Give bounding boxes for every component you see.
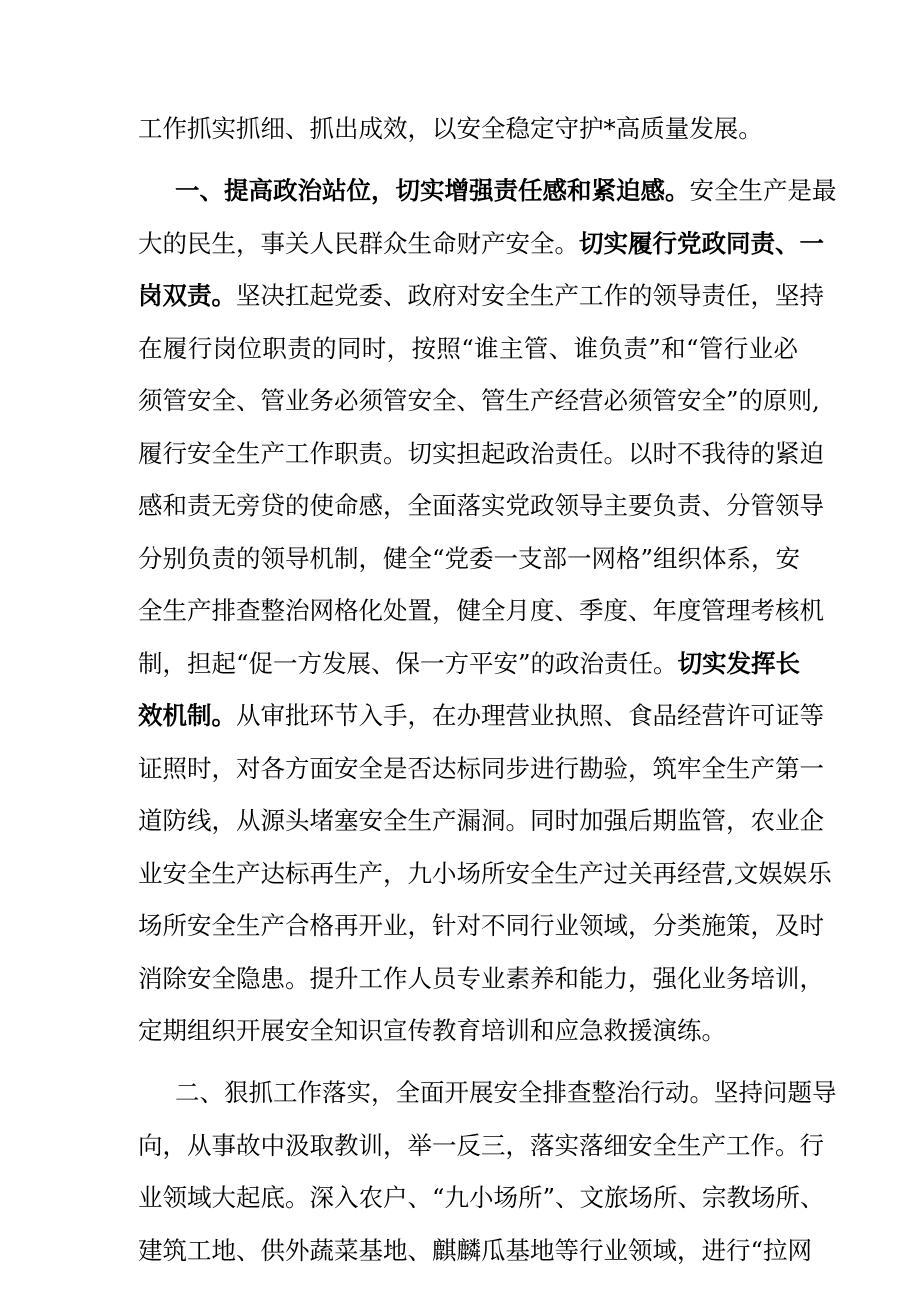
paragraph-line-22 (138, 1231, 813, 1271)
subheading-text: 岗双责。 (138, 281, 236, 310)
paragraph-line-3 (138, 224, 824, 264)
paragraph-line-12 (138, 696, 824, 736)
line-text: 分别负责的领导机制，健全“党委一支部一网格”组织体系，安 (138, 544, 801, 573)
paragraph-line-9 (138, 539, 801, 579)
line-text: 建筑工地、供外蔬菜基地、麒麟瓜基地等行业领域，进行“拉网 (138, 1236, 813, 1265)
line-text: 感和责无旁贷的使命感，全面落实党政领导主要负责、分管领导 (138, 491, 824, 520)
line-text: 向，从事故中汲取教训，举一反三，落实落细安全生产工作。行 (138, 1131, 824, 1160)
paragraph-line-13 (138, 749, 824, 789)
line-text: 定期组织开展安全知识宣传教育培训和应急救援演练。 (138, 1016, 726, 1045)
line-text: 业领域大起底。深入农户、“九小场所”、文旅场所、宗教场所、 (138, 1183, 825, 1212)
line-text: 二、狠抓工作落实，全面开展安全排查整治行动。坚持问题导 (175, 1078, 837, 1107)
paragraph-line-18 (138, 1011, 798, 1051)
paragraph-line-20 (138, 1126, 824, 1166)
paragraph-line-1 (138, 109, 798, 149)
line-text: 消除安全隐患。提升工作人员专业素养和能力，强化业务培训， (138, 964, 824, 993)
paragraph-line-14 (138, 801, 824, 841)
heading-text: 一、提高政治站位，切实增强责任感和紧迫感。 (175, 176, 690, 205)
paragraph-line-10 (138, 591, 824, 631)
subheading-text: 效机制。 (138, 701, 236, 730)
line-text: 制，担起“促一方发展、保一方平安”的政治责任。 (138, 649, 678, 678)
line-text: 工作抓实抓细、抓出成效，以安全稳定守护*高质量发展。 (138, 114, 763, 143)
line-text: 业安全生产达标再生产，九小场所安全生产过关再经营,文娱娱乐 (138, 859, 832, 888)
line-text: 须管安全、管业务必须管安全、管生产经营必须管安全”的原则, (138, 386, 820, 415)
subheading-text: 切实履行党政同责、一 (579, 229, 824, 258)
paragraph-line-16 (138, 906, 824, 946)
line-text: 履行安全生产工作职责。切实担起政治责任。以时不我待的紧迫 (138, 439, 824, 468)
paragraph-line-5 (138, 329, 798, 369)
line-text: 大的民生，事关人民群众生命财产安全。 (138, 229, 579, 258)
paragraph-line-11 (138, 644, 801, 684)
line-text: 道防线，从源头堵塞安全生产漏洞。同时加强后期监管，农业企 (138, 806, 824, 835)
line-text: 全生产排查整治网格化处置，健全月度、季度、年度管理考核机 (138, 596, 824, 625)
paragraph-line-6 (138, 381, 820, 421)
line-text: 场所安全生产合格再开业，针对不同行业领域，分类施策，及时 (138, 911, 824, 940)
paragraph-line-19 (175, 1073, 837, 1113)
line-text: 在履行岗位职责的同时，按照“谁主管、谁负责”和“管行业必 (138, 334, 798, 363)
line-text: 证照时，对各方面安全是否达标同步进行勘验，筑牢全生产第一 (138, 754, 824, 783)
paragraph-line-17 (138, 959, 824, 999)
paragraph-line-4 (138, 276, 824, 316)
line-text: 从审批环节入手，在办理营业执照、食品经营许可证等 (236, 701, 824, 730)
line-text: 安全生产是最 (689, 176, 837, 205)
paragraph-line-7 (138, 434, 824, 474)
paragraph-line-8 (138, 486, 824, 526)
paragraph-line-2 (175, 171, 837, 211)
line-text: 坚决扛起党委、政府对安全生产工作的领导责任，坚持 (236, 281, 824, 310)
subheading-text: 切实发挥长 (677, 649, 801, 678)
paragraph-line-21 (138, 1178, 825, 1218)
paragraph-line-15 (138, 854, 832, 894)
